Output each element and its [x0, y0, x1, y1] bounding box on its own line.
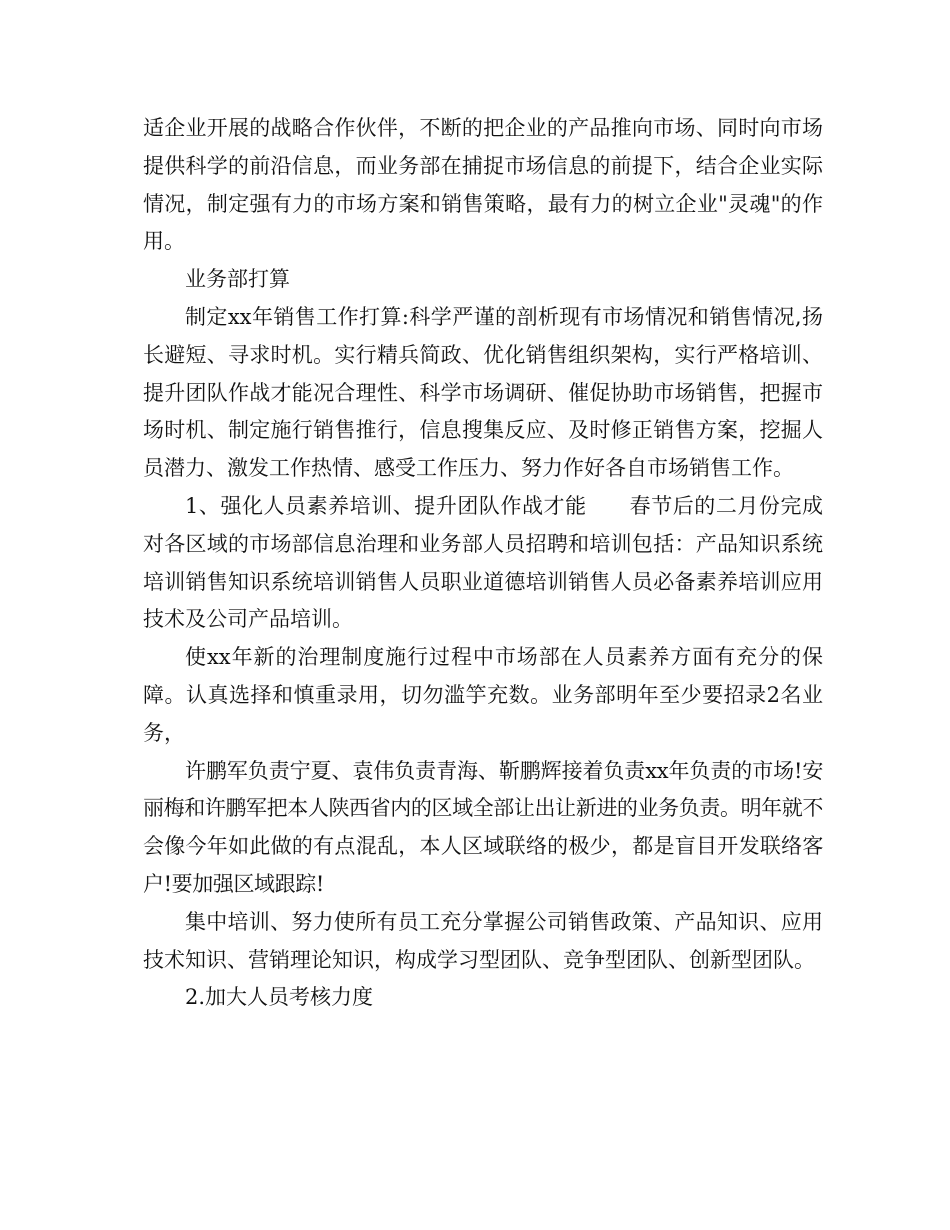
section-heading-assessment: 2.加大人员考核力度: [185, 985, 374, 1010]
paragraph-sales-plan: 制定xx年销售工作打算:科学严谨的剖析现有市场情况和销售情况,扬长避短、寻求时机。实行精兵简政、优化销售组织架构，实行严格培训、提升团队作战才能况合理性、科学市场调研、催促协助市场销售，把握市场时机、制定施行销售推行，信息搜集反应、及时修正销售方案，挖掘人员潜力、激发工作热情、感受工作压力、努力作好各自市场销售工作。: [143, 304, 823, 481]
document-body: [143, 110, 823, 1017]
paragraph-centralized-training: 集中培训、努力使所有员工充分掌握公司销售政策、产品知识、应用技术知识、营销理论知识，构成学习型团队、竞争型团队、创新型团队。: [143, 909, 823, 972]
paragraph-training: 1、强化人员素养培训、提升团队作战才能 春节后的二月份完成对各区域的市场部信息治理和业务部人员招聘和培训包括：产品知识系统培训销售知识系统培训销售人员职业道德培训销售人员必备素养培训应用技术及公司产品培训。: [143, 493, 823, 632]
paragraph-management: 使xx年新的治理制度施行过程中市场部在人员素养方面有充分的保障。认真选择和慎重录用，切勿滥竽充数。业务部明年至少要招录2名业务，: [143, 645, 823, 745]
paragraph-regions: 许鹏军负责宁夏、袁伟负责青海、靳鹏辉接着负责xx年负责的市场!安丽梅和许鹏军把本人陕西省内的区域全部让出让新进的业务负责。明年就不会像今年如此做的有点混乱，本人区域联络的极少，都是盲目开发联络客户!要加强区域跟踪!: [143, 758, 823, 896]
section-heading-business-plan: 业务部打算: [185, 267, 290, 292]
paragraph-continuation: 适企业开展的战略合作伙伴，不断的把企业的产品推向市场、同时向市场提供科学的前沿信息，而业务部在捕捉市场信息的前提下，结合企业实际情况，制定强有力的市场方案和销售策略，最有力的树立企业"灵魂"的作用。: [143, 116, 823, 254]
